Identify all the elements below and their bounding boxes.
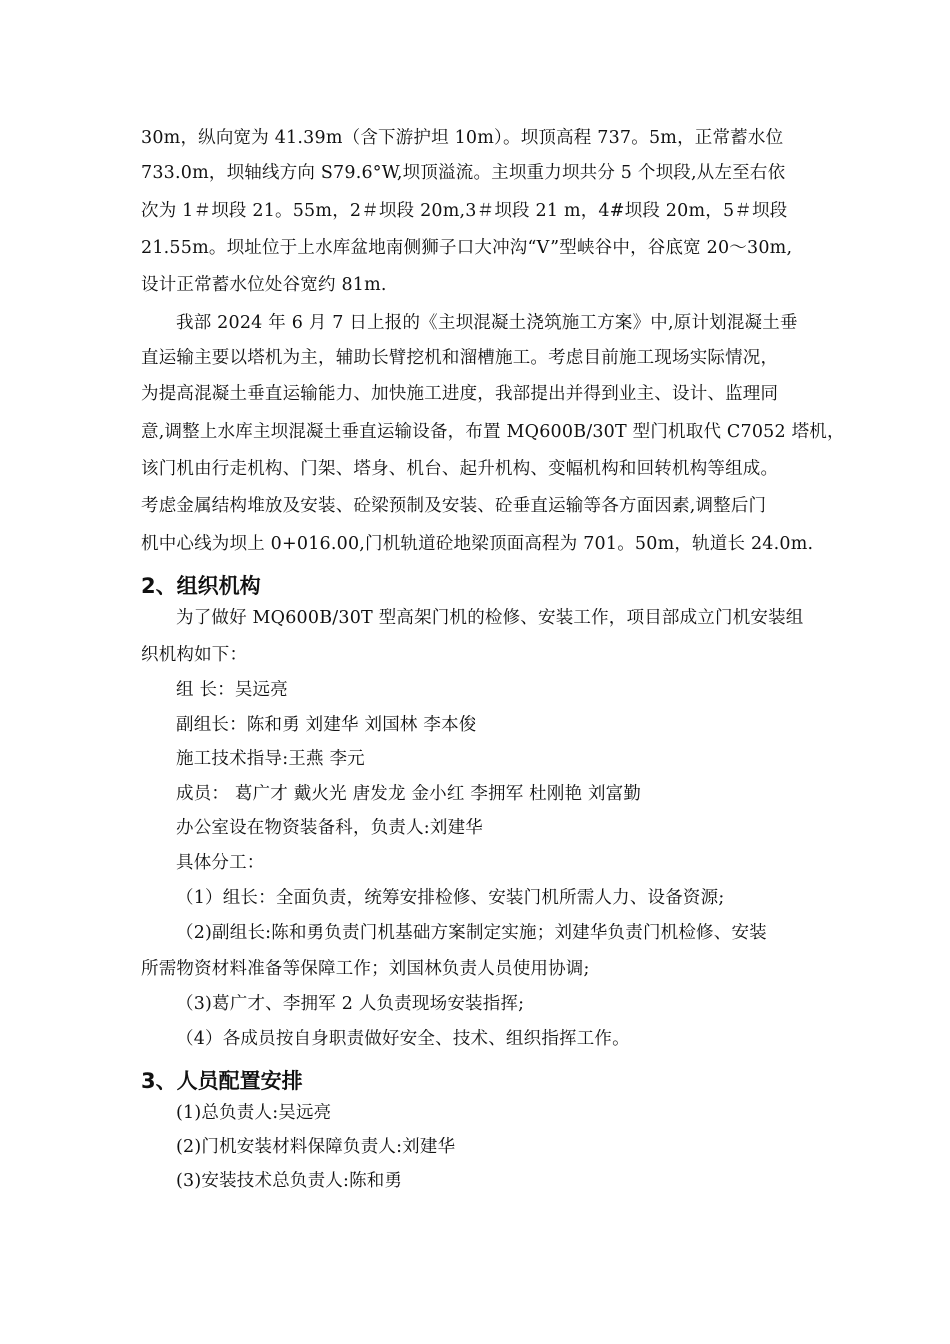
duty-item-1: （1）组长：全面负责，统筹安排检修、安装门机所需人力、设备资源;: [176, 888, 725, 908]
duty-item-4: （4）各成员按自身职责做好安全、技术、组织指挥工作。: [176, 1029, 630, 1049]
section2-line-1: 为了做好 MQ600B/30T 型高架门机的检修、安装工作，项目部成立门机安装组: [176, 608, 804, 628]
members-line: 成员： 葛广才 戴火光 唐发龙 金小红 李拥军 杜刚艳 刘富勤: [176, 784, 642, 804]
intro-line-3: 次为 1＃坝段 21。55m，2＃坝段 20m,3＃坝段 21 m，4#坝段 20m，5＃坝段: [141, 201, 788, 221]
intro-line-4: 21.55m。坝址位于上水库盆地南侧狮子口大冲沟“V”型峡谷中，谷底宽 20～30m,: [141, 238, 793, 258]
duty-item-2-cont: 所需物资材料准备等保障工作；刘国林负责人员使用协调;: [141, 959, 590, 979]
para2-line-6: 考虑金属结构堆放及安装、砼梁预制及安装、砼垂直运输等各方面因素,调整后门: [141, 496, 767, 516]
deputy-leaders-line: 副组长：陈和勇 刘建华 刘国林 李本俊: [176, 715, 477, 735]
section2-line-2: 织机构如下：: [141, 645, 248, 665]
para2-line-2: 直运输主要以塔机为主，辅助长臂挖机和溜槽施工。考虑目前施工现场实际情况，: [141, 348, 779, 368]
staffing-item-2: (2)门机安装材料保障负责人:刘建华: [176, 1137, 456, 1157]
para2-line-4: 意,调整上水库主坝混凝土垂直运输设备，布置 MQ600B/30T 型门机取代 C7052 塔机，: [141, 422, 845, 442]
staffing-item-3: (3)安装技术总负责人:陈和勇: [176, 1171, 403, 1191]
para2-line-5: 该门机由行走机构、门架、塔身、机台、起升机构、变幅机构和回转机构等组成。: [141, 459, 779, 479]
division-of-work-label: 具体分工：: [176, 853, 265, 873]
section-2-heading: 2、组织机构: [141, 574, 261, 598]
duty-item-2: （2)副组长:陈和勇负责门机基础方案制定实施；刘建华负责门机检修、安装: [176, 923, 767, 943]
para2-line-7: 机中心线为坝上 0+016.00,门机轨道砼地梁顶面高程为 701。50m，轨道长 24.0m.: [141, 534, 814, 554]
staffing-item-1: (1)总负责人:吴远亮: [176, 1103, 332, 1123]
intro-line-5: 设计正常蓄水位处谷宽约 81m.: [141, 275, 387, 295]
intro-line-1: 30m，纵向宽为 41.39m（含下游护坦 10m）。坝顶高程 737。5m，正常蓄水位: [141, 128, 784, 148]
duty-item-3: （3)葛广才、李拥军 2 人负责现场安装指挥;: [176, 994, 525, 1014]
office-line: 办公室设在物资装备科，负责人:刘建华: [176, 818, 483, 838]
para2-line-3: 为提高混凝土垂直运输能力、加快施工进度，我部提出并得到业主、设计、监理同: [141, 384, 779, 404]
tech-guidance-line: 施工技术指导:王燕 李元: [176, 749, 365, 769]
para2-line-1: 我部 2024 年 6 月 7 日上报的《主坝混凝土浇筑施工方案》中,原计划混凝土垂: [176, 313, 798, 333]
section-3-heading: 3、人员配置安排: [141, 1069, 303, 1093]
intro-line-2: 733.0m，坝轴线方向 S79.6°W,坝顶溢流。主坝重力坝共分 5 个坝段,从左至右依: [141, 163, 786, 183]
leader-line: 组 长：吴远亮: [176, 680, 288, 700]
